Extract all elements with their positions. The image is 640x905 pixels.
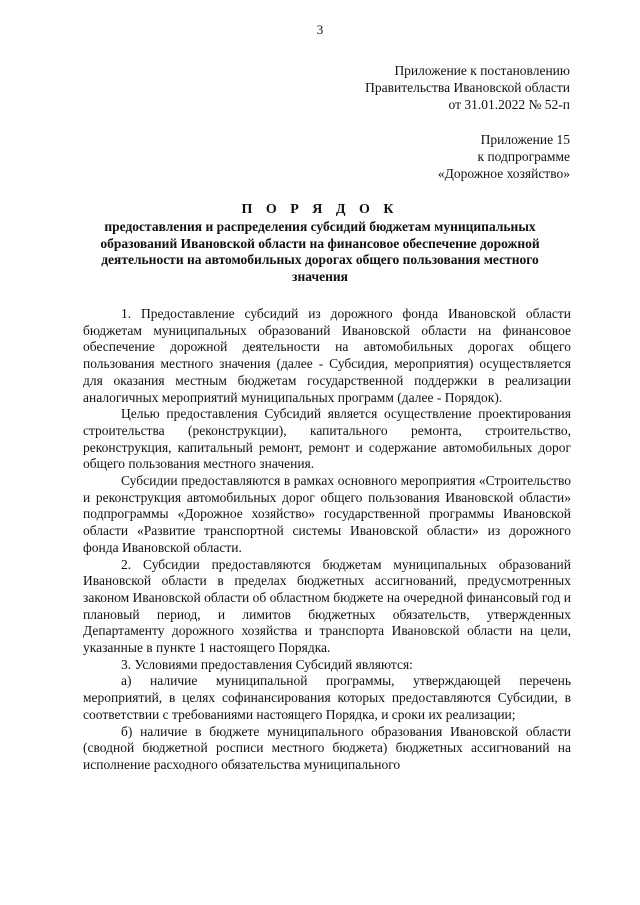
- paragraph: Целью предоставления Субсидий является осуществление проектирования строительства (реконструкции), капитального ремонта, строительство, реконструкция, капитальный ремонт, ремонт и содержание автомобильных дорог общего пользования местного значения.: [83, 406, 571, 472]
- appendix-line: «Дорожное хозяйство»: [437, 166, 570, 181]
- appendix-reference-subprogram: [438, 131, 570, 182]
- appendix-line: Правительства Ивановской области: [365, 80, 570, 95]
- appendix-line: Приложение к постановлению: [394, 63, 570, 78]
- document-title: П О Р Я Д О К: [241, 202, 399, 217]
- appendix-line: Приложение 15: [480, 132, 570, 147]
- paragraph: б) наличие в бюджете муниципального образования Ивановской области (сводной бюджетной росписи местного бюджета) бюджетных ассигнований на исполнение расходного обязательства муниципального: [83, 723, 571, 772]
- paragraph: Субсидии предоставляются в рамках основного мероприятия «Строительство и реконструкция автомобильных дорог общего пользования Ивановской области» подпрограммы «Дорожное хозяйство» государственной программы Ивановской области «Развитие транспортной системы Ивановской области» из дорожного фонда Ивановской области.: [83, 473, 571, 555]
- page-number: 3: [316, 22, 324, 37]
- appendix-reference-resolution: [365, 62, 570, 113]
- appendix-line: к подпрограмме: [477, 149, 570, 164]
- paragraph: 1. Предоставление субсидий из дорожного фонда Ивановской области бюджетам муниципальных образований Ивановской области на финансовое обеспечение дорожной деятельности на автомобильных дорогах общего пользования местного значения (далее - Субсидия, мероприятия) осуществляется для оказания местным бюджетам государственной поддержки в реализации аналогичных мероприятий муниципальных программ (далее - Порядок).: [83, 306, 571, 405]
- document-subtitle: предоставления и распределения субсидий бюджетам муниципальных образований Ивановской области на финансовое обеспечение дорожной деятельности на автомобильных дорогах общего пользования местного значения: [100, 219, 540, 284]
- paragraph: 2. Субсидии предоставляются бюджетам муниципальных образований Ивановской области в пределах бюджетных ассигнований, предусмотренных законом Ивановской области об областном бюджете на очередной финансовый год и плановый период, и лимитов бюджетных обязательств, утвержденных Департаменту дорожного хозяйства и транспорта Ивановской области на цели, указанные в пункте 1 настоящего Порядка.: [83, 556, 571, 656]
- document-body: [83, 306, 571, 774]
- document-title-block: [0, 201, 640, 285]
- paragraph: а) наличие муниципальной программы, утверждающей перечень мероприятий, в целях софинансирования которых предоставляются Субсидии, в соответствии с требованиями настоящего Порядка, и сроки их реализации;: [83, 673, 571, 722]
- appendix-line: от 31.01.2022 № 52-п: [448, 97, 570, 112]
- paragraph: 3. Условиями предоставления Субсидий являются:: [121, 656, 413, 672]
